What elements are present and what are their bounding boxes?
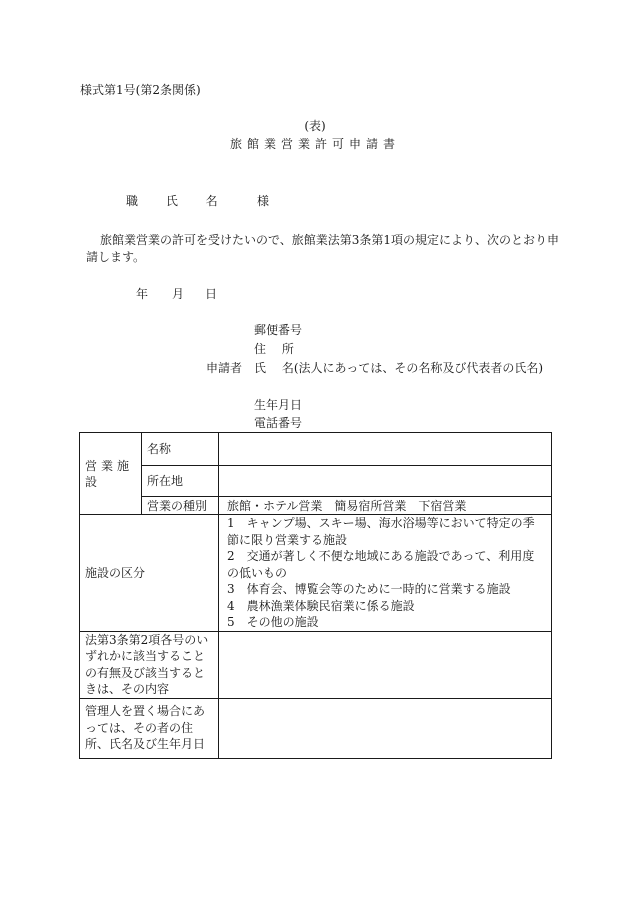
category-item-5: 5 その他の施設 bbox=[227, 615, 319, 629]
business-facility-label-cell bbox=[80, 433, 142, 515]
business-facility-label: 営業施設 bbox=[85, 458, 134, 489]
table-row bbox=[80, 466, 552, 497]
location-label-cell bbox=[142, 466, 219, 497]
date-year: 年 bbox=[136, 287, 149, 301]
table-row bbox=[80, 497, 552, 515]
category-item-2-line-1: 2 交通が著しく不便な地域にある施設であって、利用度 bbox=[227, 549, 535, 563]
business-type-label: 営業の種別 bbox=[147, 498, 208, 513]
article-applicability-value[interactable] bbox=[219, 631, 552, 698]
applicant-label: 申請者 bbox=[206, 361, 243, 375]
category-item-4: 4 農林漁業体験民宿業に係る施設 bbox=[227, 598, 415, 613]
table-row bbox=[80, 433, 552, 466]
table-row bbox=[80, 515, 552, 632]
manager-info-value[interactable] bbox=[219, 698, 552, 758]
birth-date-label: 生年月日 bbox=[254, 398, 303, 412]
business-type-options-cell[interactable] bbox=[219, 497, 552, 515]
date-day: 日 bbox=[205, 287, 218, 301]
form-title: 旅館業営業許可申請書 bbox=[229, 137, 400, 151]
facility-name-label: 名称 bbox=[147, 442, 172, 456]
postal-code-label: 郵便番号 bbox=[254, 323, 303, 337]
form-number: 様式第1号(第2条関係) bbox=[80, 83, 201, 97]
business-type-options: 旅館・ホテル営業 簡易宿所営業 下宿営業 bbox=[227, 498, 467, 513]
name-label-cell bbox=[142, 433, 219, 466]
table-row bbox=[80, 631, 552, 698]
body-text-line-1: 旅館業営業の許可を受けたいので、旅館業法第3条第1項の規定により、次のとおり申 bbox=[100, 233, 560, 247]
category-item-2-line-2: の低いもの bbox=[227, 565, 288, 580]
facility-location-label: 所在地 bbox=[147, 474, 184, 488]
category-item-3: 3 体育会、博覧会等のために一時的に営業する施設 bbox=[227, 582, 511, 596]
article-applicability-label: 法第3条第2項各号のいずれかに該当することの有無及び該当するときは、その内容 bbox=[85, 632, 209, 696]
facility-location-value[interactable] bbox=[219, 466, 552, 497]
addressee-label: 職 氏 名 bbox=[126, 194, 222, 208]
addressee-honorific: 様 bbox=[257, 194, 270, 208]
category-item-1-line-2: 節に限り営業する施設 bbox=[227, 532, 348, 547]
facility-name-value[interactable] bbox=[219, 433, 552, 466]
phone-label: 電話番号 bbox=[254, 416, 303, 430]
body-text-line-2: 請します。 bbox=[86, 250, 146, 264]
side-label: (表) bbox=[304, 119, 326, 133]
business-type-label-cell bbox=[142, 497, 219, 515]
category-item-1-line-1: 1 キャンプ場、スキー場、海水浴場等において特定の季 bbox=[227, 516, 535, 530]
application-table bbox=[79, 432, 552, 759]
date-month: 月 bbox=[172, 287, 185, 301]
manager-label-cell bbox=[80, 698, 219, 758]
table-row bbox=[80, 698, 552, 758]
facility-category-label-cell bbox=[80, 515, 219, 632]
name-label: 氏 名(法人にあっては、その名称及び代表者の氏名) bbox=[254, 361, 544, 375]
manager-info-label: 管理人を置く場合にあっては、その者の住所、氏名及び生年月日 bbox=[85, 704, 206, 752]
address-label: 住 所 bbox=[254, 342, 294, 356]
article-label-cell bbox=[80, 631, 219, 698]
facility-category-options[interactable] bbox=[219, 515, 552, 632]
facility-category-label: 施設の区分 bbox=[85, 565, 146, 580]
